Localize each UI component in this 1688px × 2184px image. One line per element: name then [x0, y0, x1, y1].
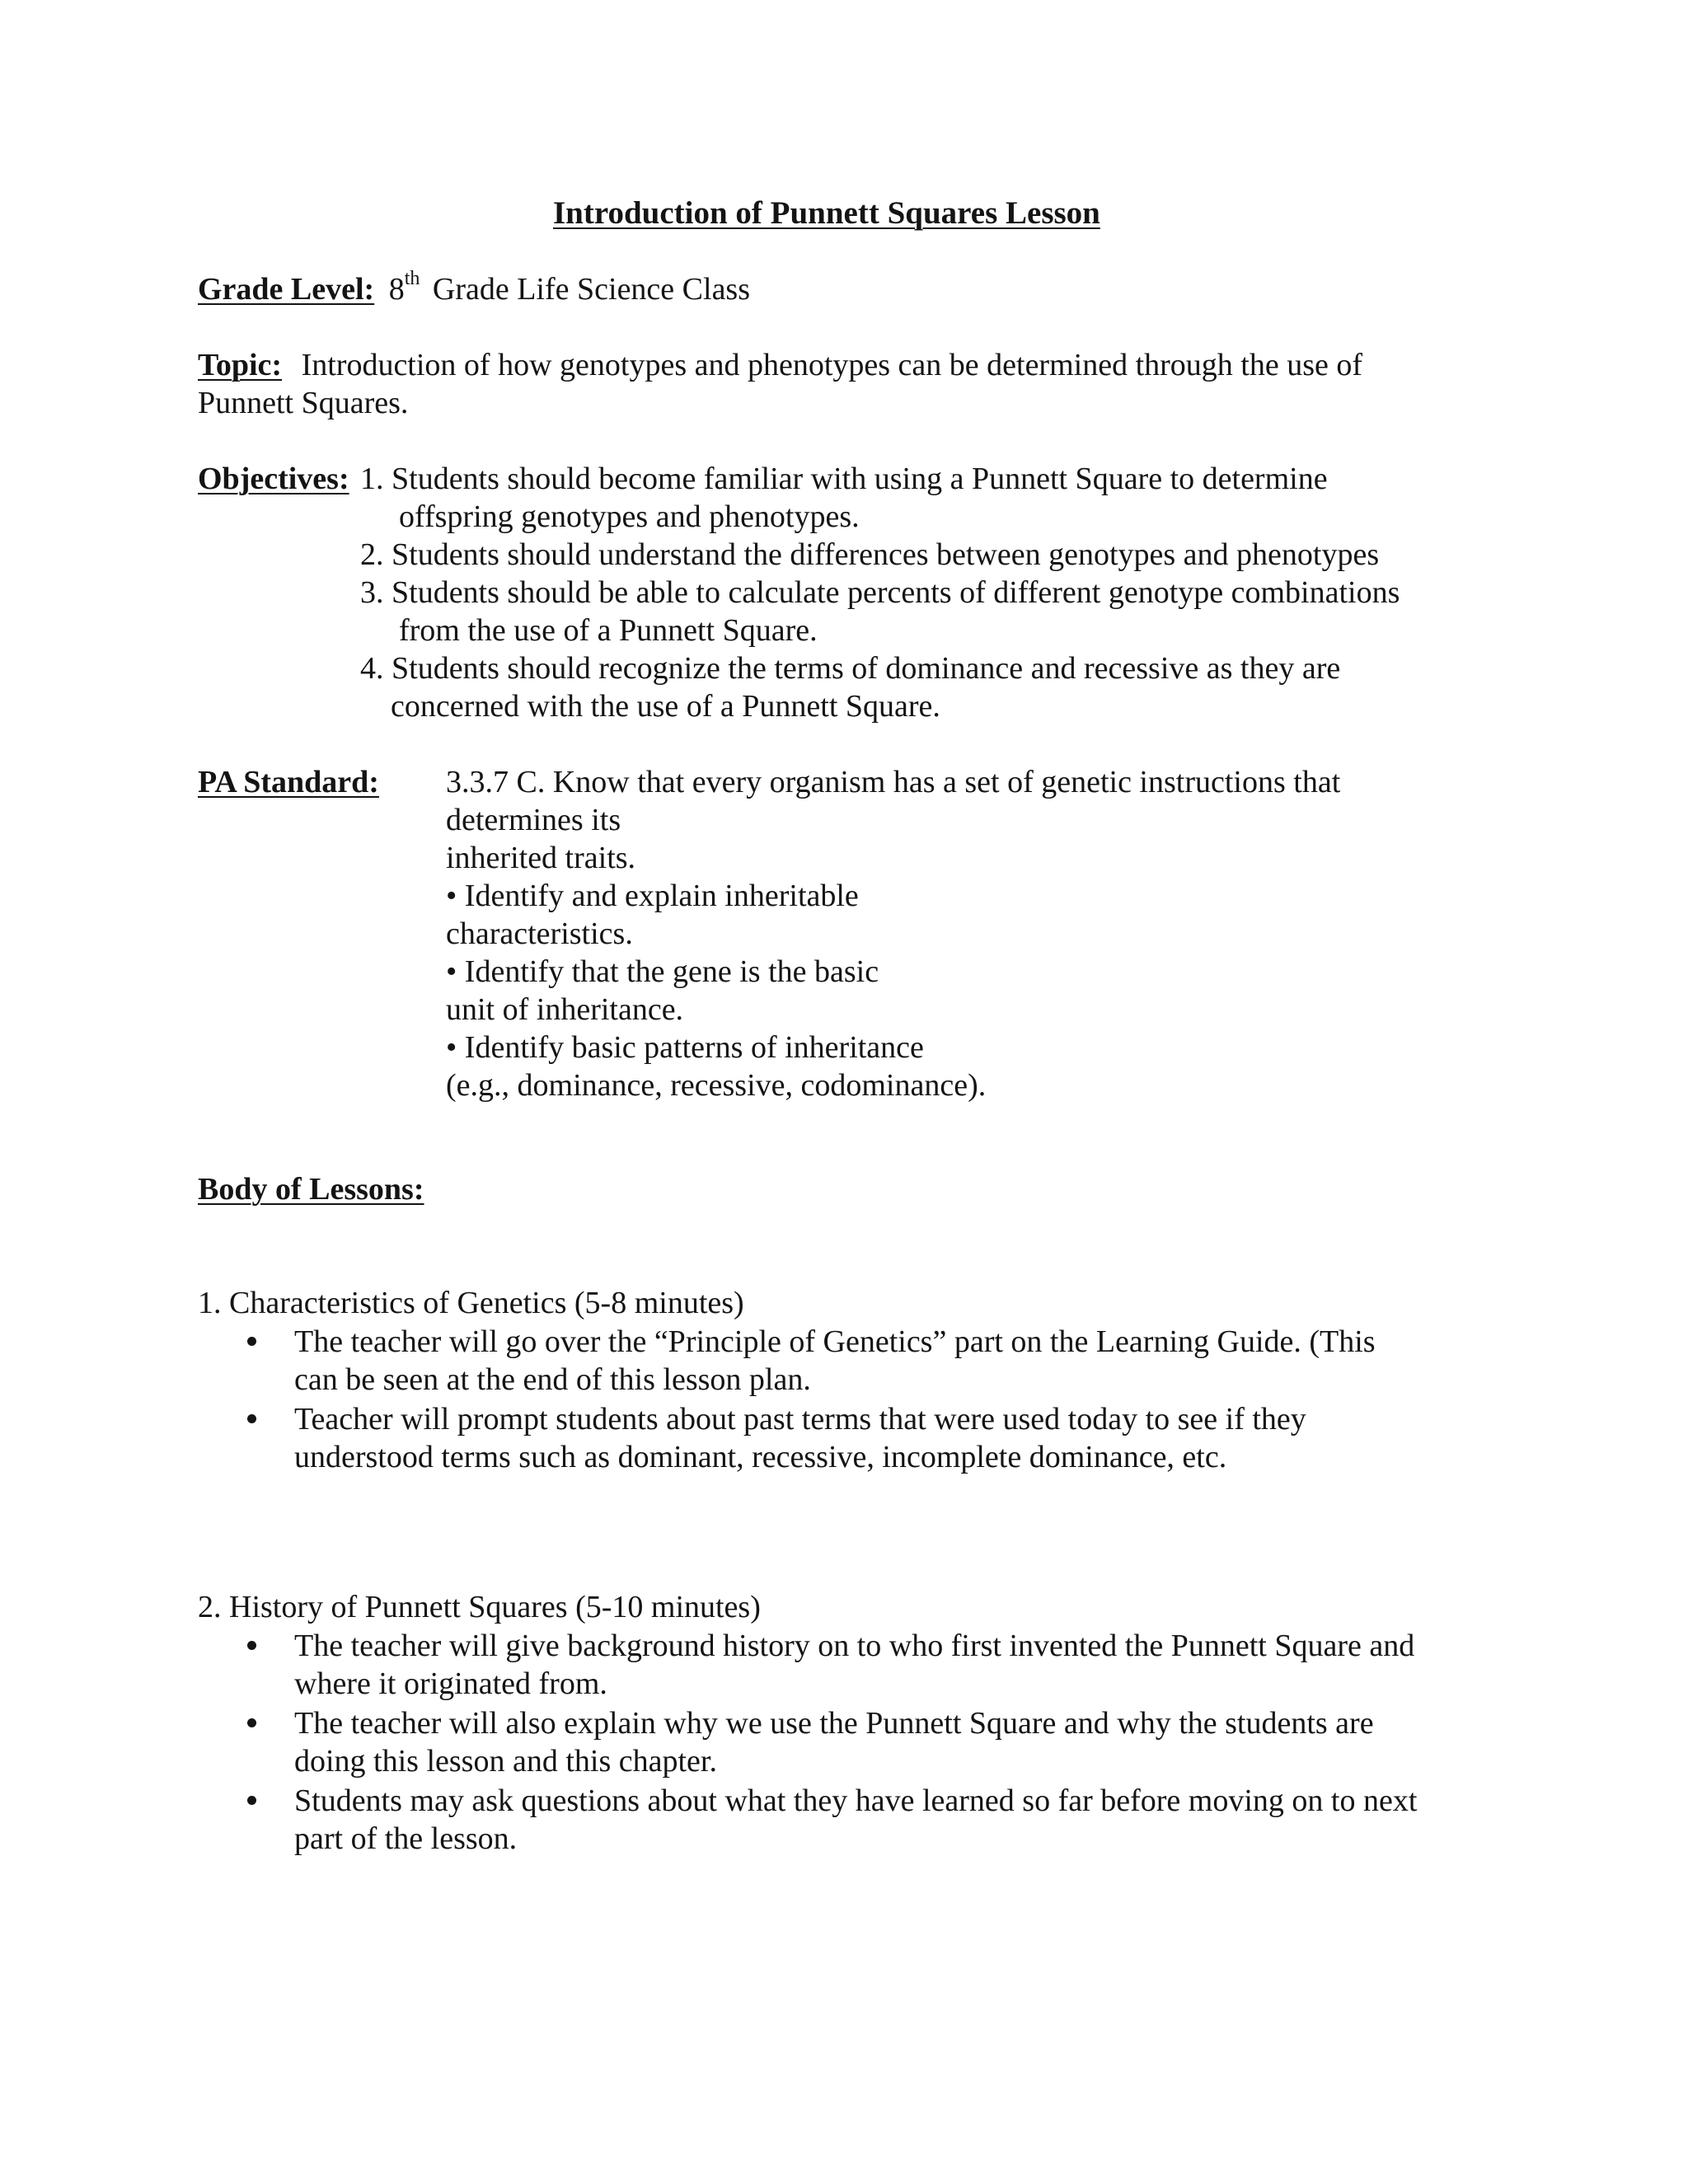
pa-standard-label: PA Standard:	[198, 765, 379, 799]
bullet-icon	[247, 1641, 256, 1650]
standard-line-3: inherited traits.	[446, 841, 636, 875]
standard-line-1: 3.3.7 C. Know that every organism has a set of genetic instructions that	[446, 765, 1341, 799]
section-2-heading: 2. History of Punnett Squares (5-10 minutes)	[198, 1590, 761, 1624]
section-1-bullet-2-line-1: Teacher will prompt students about past terms that were used today to see if they	[294, 1402, 1306, 1436]
objective-1: 1. Students should become familiar with using a Punnett Square to determine	[360, 462, 1328, 496]
bullet-icon	[247, 1718, 256, 1727]
section-1-heading: 1. Characteristics of Genetics (5-8 minutes)	[198, 1286, 744, 1320]
standard-line-5: characteristics.	[446, 916, 633, 951]
topic-label: Topic:	[198, 348, 283, 382]
standard-line-6: • Identify that the gene is the basic	[446, 954, 879, 989]
topic-line-2: Punnett Squares.	[198, 386, 409, 420]
standard-line-7: unit of inheritance.	[446, 992, 684, 1027]
section-1-bullet-1-line-1: The teacher will go over the “Principle of Genetics” part on the Learning Guide. (This	[294, 1324, 1376, 1359]
section-1-bullet-2-line-2: understood terms such as dominant, recessive, incomplete dominance, etc.	[294, 1440, 1227, 1474]
section-2-bullet-3-line-2: part of the lesson.	[294, 1821, 518, 1856]
objective-2: 2. Students should understand the differences between genotypes and phenotypes	[360, 537, 1380, 572]
topic-line-1: Introduction of how genotypes and phenotypes can be determined through the use of	[301, 348, 1363, 382]
standard-line-4: • Identify and explain inheritable	[446, 879, 859, 913]
topic-row	[198, 346, 1362, 384]
bullet-icon	[247, 1414, 256, 1423]
section-2-bullet-1-line-1: The teacher will give background history on to who first invented the Punnett Square and	[294, 1629, 1415, 1663]
section-2-bullet-2-line-1: The teacher will also explain why we use the Punnett Square and why the students are	[294, 1706, 1374, 1741]
page-title: Introduction of Punnett Squares Lesson	[553, 195, 1100, 231]
section-2-bullet-3-line-1: Students may ask questions about what they have learned so far before moving on to next	[294, 1783, 1418, 1818]
section-2-bullet-2-line-2: doing this lesson and this chapter.	[294, 1744, 717, 1779]
grade-level-row	[198, 270, 750, 308]
objective-1-cont: offspring genotypes and phenotypes.	[399, 499, 860, 534]
objective-4: 4. Students should recognize the terms of dominance and recessive as they are	[360, 651, 1341, 686]
section-1-bullet-1-line-2: can be seen at the end of this lesson plan.	[294, 1362, 811, 1397]
grade-level-value: Grade Life Science Class	[432, 272, 751, 307]
bullet-icon	[247, 1337, 256, 1346]
grade-suffix: th	[404, 268, 420, 290]
standard-line-9: (e.g., dominance, recessive, codominance).	[446, 1068, 987, 1103]
body-of-lessons-heading: Body of Lessons:	[198, 1172, 424, 1207]
grade-number: 8	[388, 272, 405, 307]
standard-line-8: • Identify basic patterns of inheritance	[446, 1030, 924, 1065]
standard-line-2: determines its	[446, 803, 621, 837]
objective-4-cont: concerned with the use of a Punnett Square.	[391, 689, 940, 724]
bullet-icon	[247, 1796, 256, 1805]
section-2-bullet-1-line-2: where it originated from.	[294, 1666, 607, 1701]
grade-level-label: Grade Level:	[198, 272, 375, 307]
objective-3: 3. Students should be able to calculate percents of different genotype combinations	[360, 575, 1400, 610]
objectives-label: Objectives:	[198, 462, 349, 496]
objective-3-cont: from the use of a Punnett Square.	[399, 613, 818, 648]
